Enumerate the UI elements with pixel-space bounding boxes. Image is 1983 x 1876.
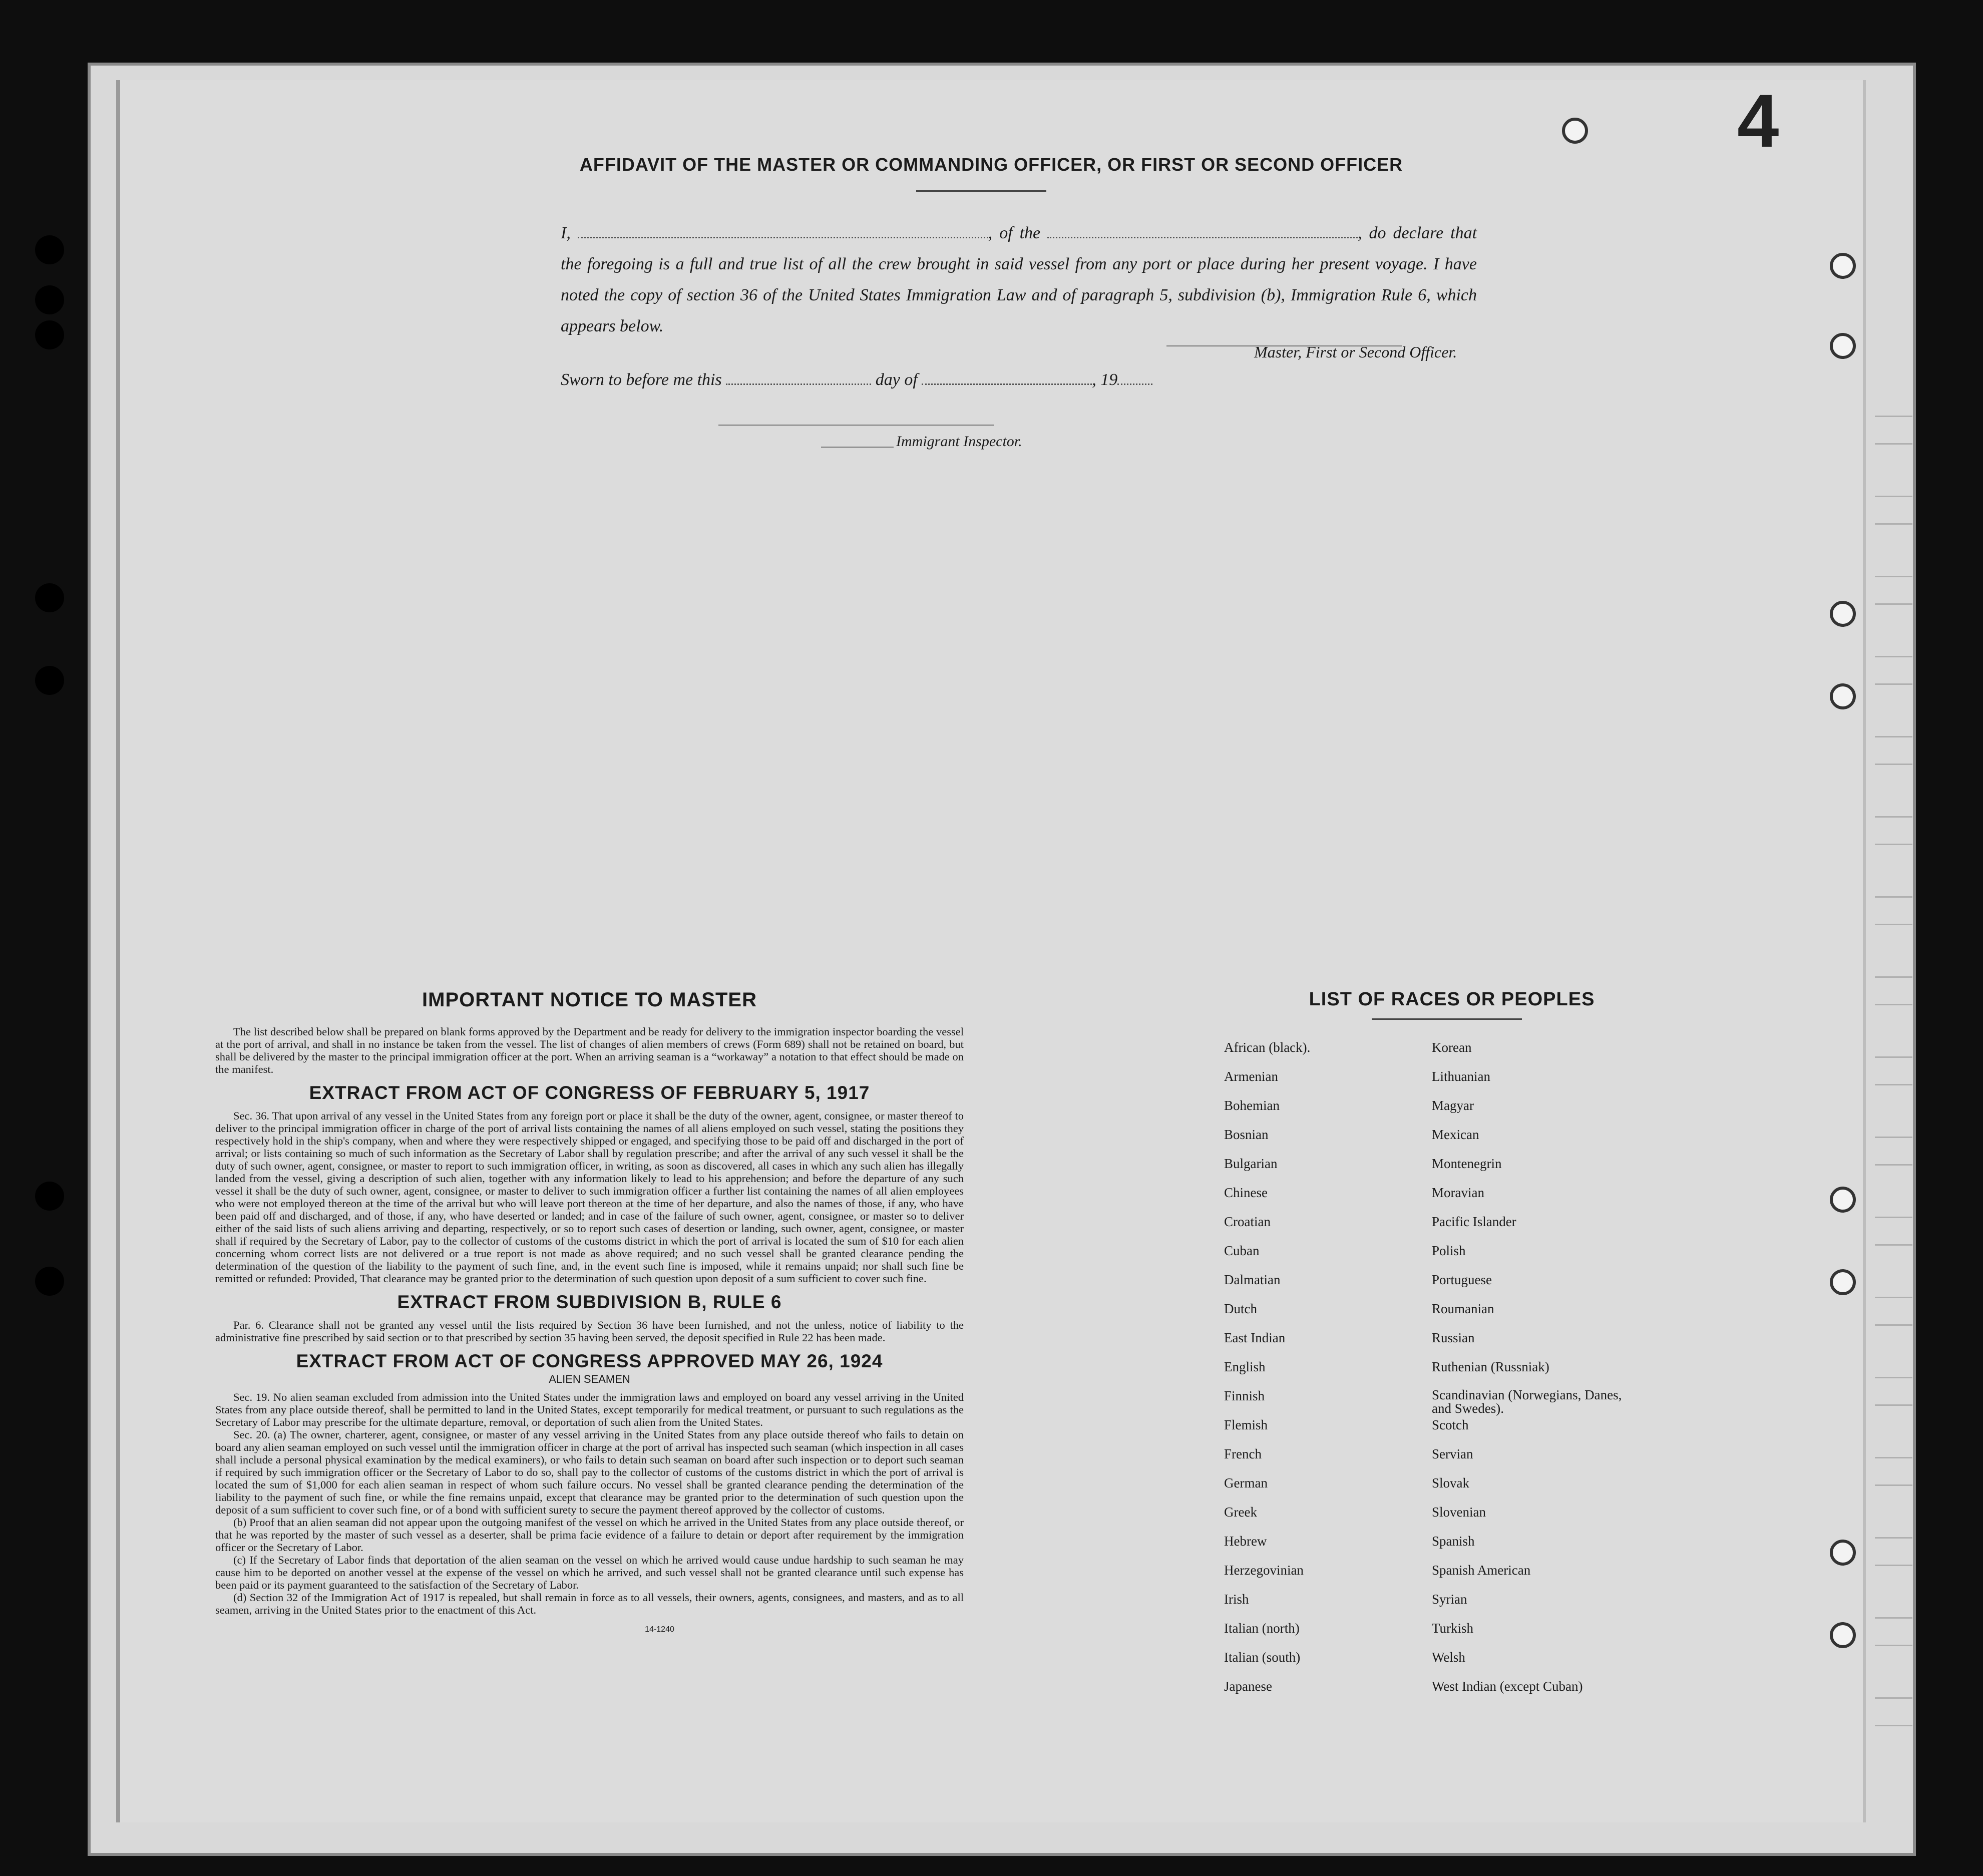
punch-hole (1830, 1269, 1856, 1295)
race-item: Portuguese (1432, 1272, 1492, 1287)
inspector-signature-line[interactable] (718, 425, 994, 426)
race-item: Italian (north) (1224, 1621, 1300, 1636)
race-item: Scandinavian (Norwegians, Danes, and Swedes). (1432, 1387, 1622, 1416)
extract-1917-text: Sec. 36. That upon arrival of any vessel in the United States from any foreign port or place it shall be the duty of the owner, agent, consignee, or master thereof to deliver to the principal immigration officer in charge of the port of arrival lists containing the names of all aliens employed on such vessel, stating the positions they respectively hold in the ship's company, when and where they were respectively shipped or engaged, and specifying those to be paid off and discharged in the port of arrival; or lists containing so much of such information as the Secretary of Labor shall by regulation prescribe; and after the arrival of any such vessel it shall be the duty of such owner, agent, consignee, or master to report to such immigration officer, in writing, as soon as discovered, all cases in which any such alien has illegally landed from the vessel, giving a description of such alien, together with any information likely to lead to his apprehension; and before the departure of any such vessel it shall be the duty of such owner, agent, consignee, or master to deliver to such immigration officer a further list containing the names of all alien employees who were not employed thereon at the time of the arrival but who will leave port thereon at the time of her departure, and also the names of those, if any, who have been paid off and discharged, and of those, if any, who have deserted or landed; and in case of the failure of such owner, agent, consignee, or master so to deliver either of the said lists of such aliens arriving and departing, respectively, or so to report such cases of desertion or landing, such owner, agent, consignee, or master shall if required by the Secretary of Labor, pay to the collector of customs of the customs district in which the port of arrival is located the sum of $10 for each alien concerning whom correct lists are not delivered or a true report is not made as above required; and no such vessel shall be granted clearance pending the determination of the question of the liability to the payment of such fine, and, in the event such fine is imposed, while it remains unpaid; nor shall such fine be remitted or refunded: Provided, That clearance may be granted prior to the determination of such question upon deposit of a sum sufficient to cover such fine. (215, 1109, 964, 1285)
races-title-rule (1372, 1018, 1522, 1020)
race-item: Russian (1432, 1330, 1475, 1345)
race-item: Italian (south) (1224, 1650, 1301, 1665)
sworn-day-of: day of (875, 370, 918, 389)
extract-1924-paragraph: (b) Proof that an alien seaman did not appear upon the outgoing manifest of the vessel on which he arrived in the United States from any place outside thereof, or that he was reported by the master of such vessel as a deserter, shall be prima facie evidence of a failure to detain or deport after requirement by the immigration officer or the Secretary of Labor. (215, 1516, 964, 1554)
race-item: Irish (1224, 1592, 1249, 1607)
notice-text: The list described below shall be prepared on blank forms approved by the Department and be ready for delivery to the immigration inspector boarding the vessel at the port of arrival, and shall in no instance be taken from the vessel. The list of changes of alien members of crews (Form 689) shall not be retained on board, but shall be delivered by the master to the principal immigration officer at the port. When an arriving seaman is a “workaway” a notation to that effect should be made on the manifest. (215, 1025, 964, 1075)
notice-title: IMPORTANT NOTICE TO MASTER (422, 989, 757, 1011)
race-item: French (1224, 1446, 1262, 1461)
race-item: Mexican (1432, 1127, 1479, 1142)
race-item: Bosnian (1224, 1127, 1269, 1142)
race-item: Pacific Islander (1432, 1214, 1516, 1229)
race-item: Armenian (1224, 1069, 1278, 1084)
extract-rule6-title: EXTRACT FROM SUBDIVISION B, RULE 6 (397, 1292, 782, 1312)
punch-hole (1562, 118, 1588, 144)
race-item: Slovenian (1432, 1505, 1486, 1520)
race-item: Herzegovinian (1224, 1563, 1304, 1578)
extract-1924-paragraph: Sec. 20. (a) The owner, charterer, agent, consignee, or master of any vessel arriving in the United States from any place outside thereof who fails to detain on board any alien seaman employed on such vessel until the immigration officer in charge at the port of arrival has inspected such seaman (which inspection in all cases shall include a personal physical examination by the medical examiners), or who fails to detain such seaman on board after such inspection or to deport such seaman if required by such immigration officer or the Secretary of Labor to do so, shall pay to the collector of customs of the customs district in which the port of arrival is located the sum of $1,000 for each alien seaman in respect of whom such failure occurs. No vessel shall be granted clearance pending the determination of the liability to the payment of such fine, or while the fine remains unpaid, except that clearance may be granted prior to the determination of such question upon the deposit of a sum sufficient to cover such fine, or of a bond with sufficient surety to secure the payment thereof approved by the collector of customs. (215, 1428, 964, 1516)
punch-hole (1830, 1540, 1856, 1566)
extract-rule6-text: Par. 6. Clearance shall not be granted any vessel until the lists required by Section 36 have been furnished, and not the unless, notice of liability to the administrative fine prescribed by said section or to that prescribed by section 35 having been served, the deposit specified in Rule 22 has been made. (215, 1319, 964, 1344)
intro-i: I, (561, 224, 571, 242)
race-item: Korean (1432, 1040, 1472, 1055)
binder-hole (35, 285, 64, 314)
race-item: Turkish (1432, 1621, 1474, 1636)
race-item: Lithuanian (1432, 1069, 1490, 1084)
punch-hole (1830, 601, 1856, 627)
extract-1917-title: EXTRACT FROM ACT OF CONGRESS OF FEBRUARY 5, 1917 (309, 1082, 870, 1103)
races-title: LIST OF RACES OR PEOPLES (1309, 989, 1595, 1010)
inspector-label: Immigrant Inspector. (896, 433, 1022, 450)
race-item: Spanish (1432, 1534, 1475, 1549)
race-item: Syrian (1432, 1592, 1467, 1607)
declaration-body: that the foregoing is a full and true list of all the crew brought in said vessel from any port or place during her present voyage. I have noted the copy of section 36 of the United States Immigration Law and of paragraph 5, subdivision (b), Immigration Rule 6, which appears below. (561, 224, 1477, 335)
page-number: 4 (1737, 79, 1779, 163)
race-item: African (black). (1224, 1040, 1311, 1055)
binder-hole (35, 235, 64, 264)
sworn-year: , 19 (1092, 370, 1118, 389)
extract-1924-paragraph: (c) If the Secretary of Labor finds that deportation of the alien seaman on the vessel on which he arrived would cause undue hardship to such seaman he may cause him to be deported on another vessel at the expense of the vessel on which he arrived, and such vessel shall not be granted clearance until such expense has been paid or its payment guaranteed to the satisfaction of the Secretary of Labor. (215, 1554, 964, 1591)
race-item: Japanese (1224, 1679, 1272, 1694)
race-item: Montenegrin (1432, 1156, 1502, 1171)
race-item: West Indian (except Cuban) (1432, 1679, 1583, 1694)
name-field[interactable] (578, 223, 988, 238)
punch-hole (1830, 1622, 1856, 1648)
extract-1924-paragraph: (d) Section 32 of the Immigration Act of 1917 is repealed, but shall remain in force as to all vessels, their owners, agents, consignees, and masters, and as to all seamen, arriving in the United States prior to the enactment of this Act. (215, 1591, 964, 1616)
signature-label: Master, First or Second Officer. (1254, 343, 1457, 361)
races-left-column (1224, 1040, 1310, 1708)
race-item: Spanish American (1432, 1563, 1531, 1578)
race-item: Greek (1224, 1505, 1257, 1520)
punch-hole (1830, 1187, 1856, 1213)
binder-hole (35, 666, 64, 695)
race-item: Hebrew (1224, 1534, 1267, 1549)
inspector-lead-line (821, 447, 894, 448)
sworn-prefix: Sworn to before me this (561, 370, 722, 389)
race-item: Moravian (1432, 1185, 1484, 1200)
race-item: Dutch (1224, 1301, 1257, 1316)
race-item: Croatian (1224, 1214, 1271, 1229)
race-item: Bulgarian (1224, 1156, 1278, 1171)
extract-1924-subtitle: ALIEN SEAMEN (549, 1373, 630, 1385)
intro-do-declare: , do declare (1358, 224, 1444, 242)
race-item: Slovak (1432, 1475, 1470, 1490)
race-item: Servian (1432, 1446, 1473, 1461)
race-item: Ruthenian (Russniak) (1432, 1359, 1549, 1374)
binder-hole (35, 1267, 64, 1296)
race-item: Dalmatian (1224, 1272, 1281, 1287)
race-item: Flemish (1224, 1417, 1268, 1432)
race-item: German (1224, 1475, 1268, 1490)
race-item: Bohemian (1224, 1098, 1280, 1113)
race-item: Finnish (1224, 1388, 1265, 1403)
race-item: English (1224, 1359, 1266, 1374)
notice-section (215, 989, 964, 1634)
sworn-line (561, 369, 1152, 390)
binder-hole (35, 320, 64, 349)
punch-hole (1830, 333, 1856, 359)
race-item: Welsh (1432, 1650, 1465, 1665)
affidavit-declaration (561, 218, 1477, 342)
form-number: 14-1240 (645, 1625, 674, 1634)
day-field[interactable] (726, 369, 871, 385)
binder-hole (35, 1182, 64, 1211)
race-item: Scotch (1432, 1417, 1469, 1432)
intro-of-the: , of the (988, 224, 1041, 242)
punch-hole (1830, 253, 1856, 279)
extract-1924-title: EXTRACT FROM ACT OF CONGRESS APPROVED MAY 26, 1924 (296, 1351, 883, 1371)
year-field[interactable] (1117, 369, 1152, 385)
race-item: Polish (1432, 1243, 1466, 1258)
races-section (1222, 989, 1662, 1694)
race-item: Magyar (1432, 1098, 1474, 1113)
race-item: Chinese (1224, 1185, 1268, 1200)
race-item: Cuban (1224, 1243, 1260, 1258)
extract-1924-paragraph: Sec. 19. No alien seaman excluded from admission into the United States under the immigration laws and employed on board any vessel arriving in the United States from any place outside thereof, shall be permitted to land in the United States, except temporarily for medical treatment, or pursuant to such regulations as the Secretary of Labor may prescribe for the ultimate departure, removal, or deportation of such alien from the United States. (215, 1391, 964, 1428)
race-item: Roumanian (1432, 1301, 1494, 1316)
races-right-column (1432, 1040, 1622, 1708)
title-rule (916, 190, 1046, 192)
race-item: East Indian (1224, 1330, 1286, 1345)
punch-hole (1830, 683, 1856, 709)
month-field[interactable] (922, 369, 1092, 385)
vessel-field[interactable] (1047, 223, 1358, 238)
binder-hole (35, 583, 64, 612)
affidavit-title: AFFIDAVIT OF THE MASTER OR COMMANDING OFFICER, OR FIRST OR SECOND OFFICER (579, 154, 1403, 175)
